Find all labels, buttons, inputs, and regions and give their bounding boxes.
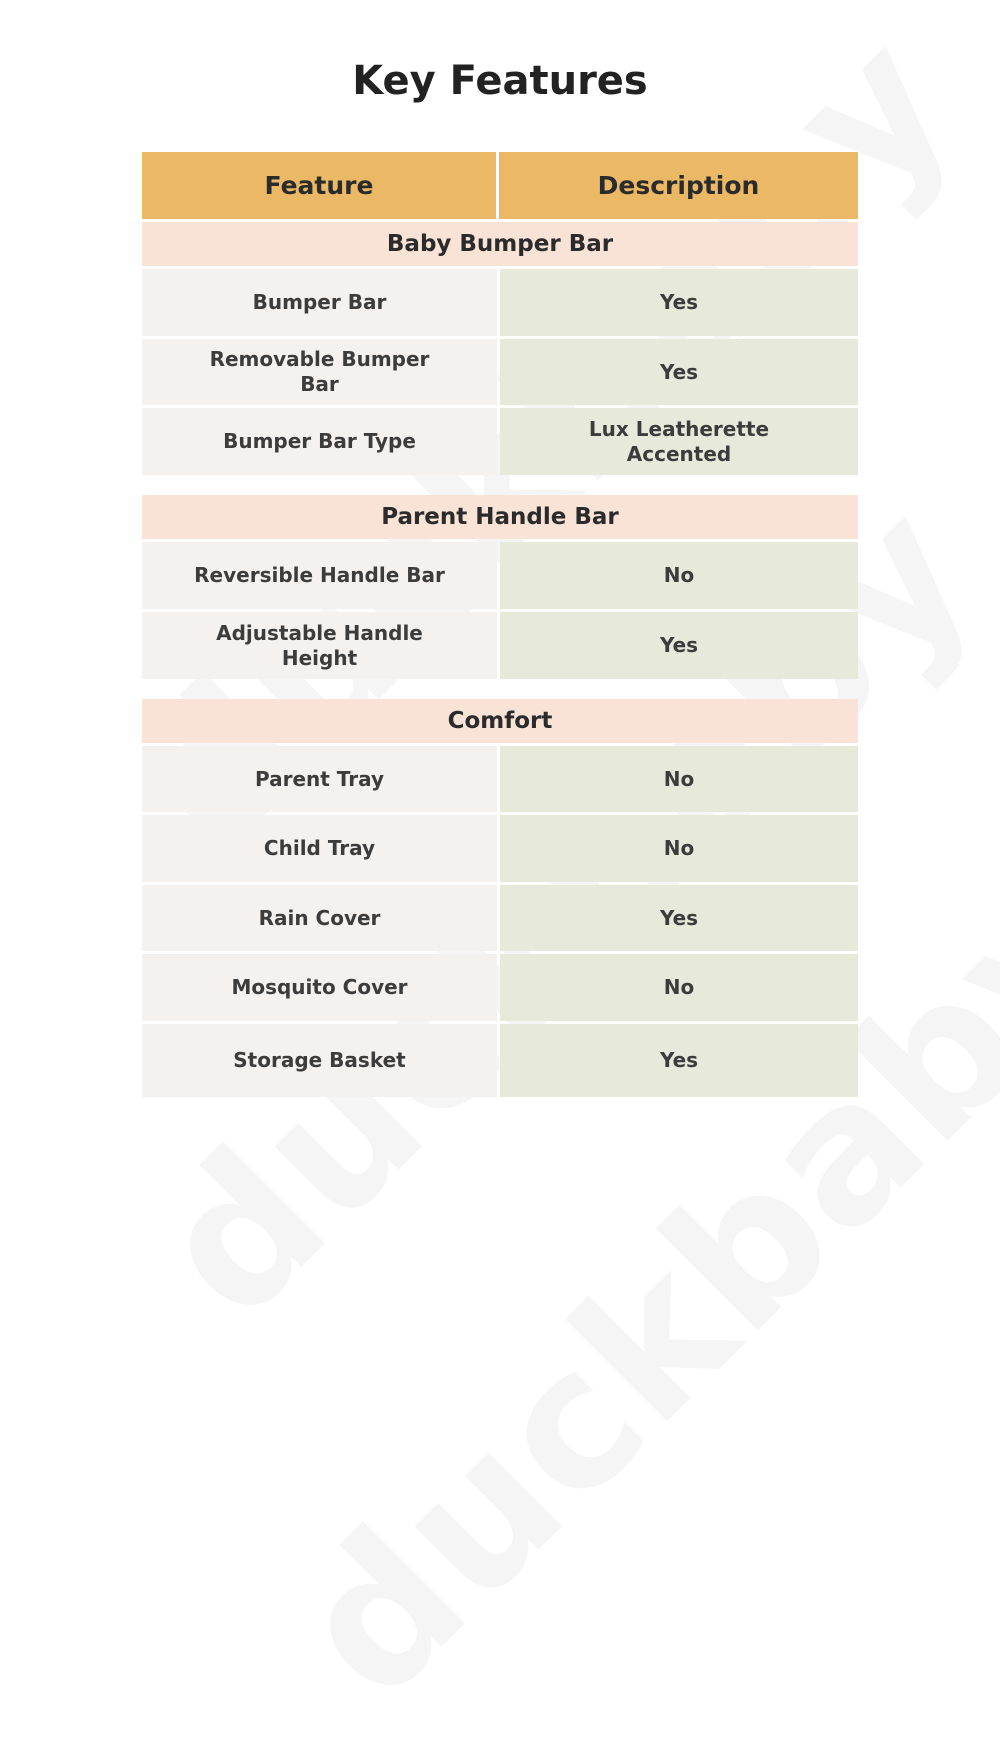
description-column-header: Description	[597, 171, 760, 200]
feature-cell: Rain Cover	[142, 885, 497, 951]
table-row	[142, 612, 858, 679]
value-cell: No	[500, 815, 858, 882]
table-row	[142, 746, 858, 812]
value-cell: Yes	[500, 269, 858, 336]
table-row	[142, 885, 858, 951]
feature-cell: Bumper Bar	[142, 269, 497, 336]
feature-cell: Storage Basket	[142, 1024, 497, 1097]
table-row	[142, 269, 858, 336]
table-row	[142, 954, 858, 1021]
value-cell: Yes	[500, 612, 858, 679]
section-header: Baby Bumper Bar	[142, 222, 858, 266]
page-title: Key Features	[352, 58, 648, 104]
value-cell: Yes	[500, 339, 858, 405]
feature-cell: Child Tray	[142, 815, 497, 882]
value-cell: Yes	[500, 1024, 858, 1097]
features-table	[142, 152, 858, 1100]
section-header: Comfort	[142, 699, 858, 743]
table-header	[142, 152, 858, 219]
feature-cell: Adjustable Handle Height	[142, 612, 497, 679]
value-cell: No	[500, 746, 858, 812]
section-header: Parent Handle Bar	[142, 495, 858, 539]
table-row	[142, 815, 858, 882]
feature-cell: Parent Tray	[142, 746, 497, 812]
feature-cell: Removable Bumper Bar	[142, 339, 497, 405]
feature-cell: Reversible Handle Bar	[142, 542, 497, 609]
table-row	[142, 408, 858, 475]
feature-cell: Mosquito Cover	[142, 954, 497, 1021]
feature-cell: Bumper Bar Type	[142, 408, 497, 475]
feature-column-header: Feature	[142, 152, 499, 219]
table-row	[142, 542, 858, 609]
table-row	[142, 1024, 858, 1097]
value-cell: Yes	[500, 885, 858, 951]
value-cell: No	[500, 542, 858, 609]
value-cell: No	[500, 954, 858, 1021]
value-cell: Lux Leatherette Accented	[500, 408, 858, 475]
table-row	[142, 339, 858, 405]
